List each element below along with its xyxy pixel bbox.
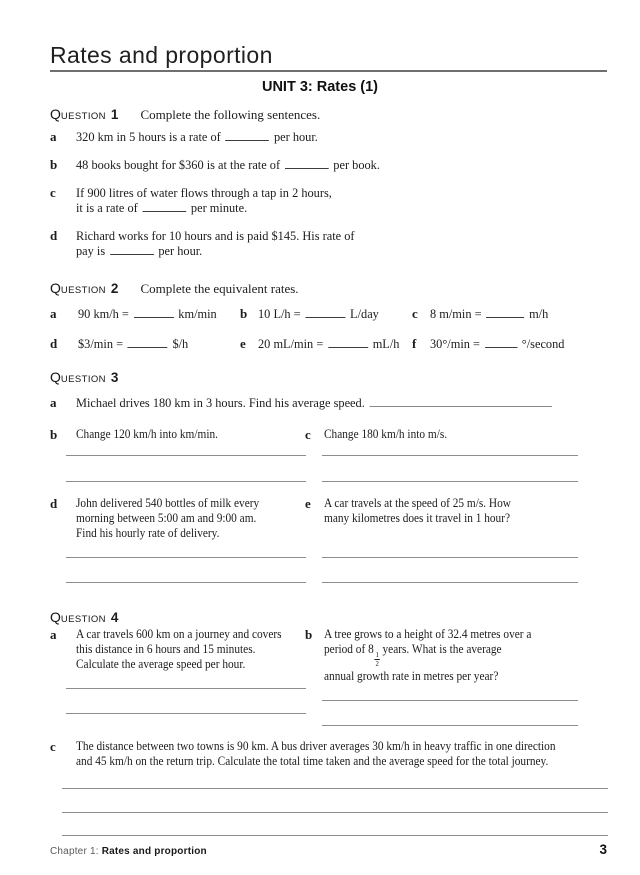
answer-blank xyxy=(285,157,329,169)
question-3-heading xyxy=(50,369,607,385)
text-before-blank: $3/min = xyxy=(78,336,124,351)
question-label-rest: UESTION xyxy=(60,374,106,385)
text-after-fraction: years. What is the average xyxy=(382,642,502,656)
q2-item-a xyxy=(50,306,240,321)
item-text-line-2: many kilometres does it travel in 1 hour? xyxy=(324,511,511,525)
item-text-line-1: Richard works for 10 hours and is paid $145. His rate of xyxy=(76,228,355,243)
answer-line xyxy=(62,835,608,836)
answer-blank xyxy=(110,243,154,255)
answer-line xyxy=(322,725,578,726)
question-label xyxy=(50,609,106,626)
question-1-heading xyxy=(50,106,607,122)
item-letter: b xyxy=(50,427,58,442)
answer-line xyxy=(66,455,306,456)
item-text xyxy=(76,185,607,215)
item-letter: d xyxy=(50,496,58,511)
item-text xyxy=(76,157,607,172)
q1-item-c xyxy=(50,185,607,215)
page-title: Rates and proportion xyxy=(50,42,273,68)
item-row xyxy=(305,627,607,684)
item-letter: d xyxy=(50,228,58,243)
item-row xyxy=(50,627,305,672)
q2-row-1 xyxy=(50,306,607,321)
question-label-initial: Q xyxy=(50,280,61,296)
answer-blank xyxy=(226,129,270,141)
q4-row-ab xyxy=(50,627,607,726)
answer-line xyxy=(62,812,608,813)
question-4-heading xyxy=(50,609,607,625)
q3-item-c xyxy=(305,427,607,482)
item-text-line-1: A car travels 600 km on a journey and covers xyxy=(76,627,282,641)
item-text-line-2: morning between 5:00 am and 9:00 am. xyxy=(76,511,257,525)
item-letter: a xyxy=(50,395,57,410)
q3-item-d xyxy=(50,496,305,583)
question-label-rest: UESTION xyxy=(60,111,106,122)
item-letter: c xyxy=(50,185,56,200)
answer-line xyxy=(66,582,306,583)
question-label xyxy=(50,280,106,297)
item-row xyxy=(50,496,305,541)
item-text-line-1: The distance between two towns is 90 km. A bus driver averages 30 km/h in heavy traffic in one direction xyxy=(76,738,556,753)
question-1-section xyxy=(50,106,607,258)
item-letter: b xyxy=(240,306,248,321)
question-label xyxy=(50,106,106,123)
mixed-fraction xyxy=(375,651,380,669)
item-letter: b xyxy=(305,627,313,642)
item-question-text: Change 180 km/h into m/s. xyxy=(324,427,448,441)
question-number: 4 xyxy=(110,610,119,625)
item-text xyxy=(76,228,607,258)
item-letter: a xyxy=(50,129,57,144)
question-instruction: Complete the following sentences. xyxy=(140,107,321,122)
question-label-initial: Q xyxy=(50,369,61,385)
text-after-blank: per hour. xyxy=(273,129,318,144)
text-before-blank: 90 km/h = xyxy=(78,306,129,321)
answer-blank xyxy=(486,306,524,318)
fraction-denominator: 2 xyxy=(375,659,379,669)
chapter-title: Rates and proportion xyxy=(101,846,207,857)
item-letter: d xyxy=(50,336,58,351)
answer-line xyxy=(322,557,578,558)
chapter-prefix: Chapter 1: xyxy=(50,846,99,857)
answer-line xyxy=(66,481,306,482)
item-letter: c xyxy=(50,738,56,754)
question-instruction: Complete the equivalent rates. xyxy=(140,281,299,296)
answer-line xyxy=(322,455,578,456)
question-label-rest: UESTION xyxy=(60,285,106,296)
item-row xyxy=(305,427,607,442)
question-3-section xyxy=(50,369,607,583)
q3-row-bc xyxy=(50,427,607,482)
fraction-numerator: 1 xyxy=(375,650,379,659)
text-before-blank: 20 mL/min = xyxy=(258,336,324,351)
answer-blank xyxy=(485,336,517,348)
answer-blank xyxy=(134,306,174,318)
item-text-line-2 xyxy=(324,642,579,669)
item-text-line-2: this distance in 6 hours and 15 minutes. xyxy=(76,642,256,656)
q2-item-e xyxy=(240,336,412,351)
q3-row-de xyxy=(50,496,607,583)
answer-line xyxy=(62,788,608,789)
item-letter: a xyxy=(50,627,57,642)
answer-line xyxy=(322,481,578,482)
item-text-line-2: and 45 km/h on the return trip. Calculate the total time taken and the average speed for the total journey. xyxy=(76,753,549,768)
text-after-blank: per hour. xyxy=(158,243,203,258)
text-after-blank: km/min xyxy=(178,306,217,321)
answer-line xyxy=(322,582,578,583)
title-rule xyxy=(50,70,607,72)
question-number: 3 xyxy=(110,370,119,385)
answer-line xyxy=(322,700,578,701)
answer-blank xyxy=(128,336,168,348)
answer-line-inline xyxy=(370,395,552,407)
text-before-blank: 320 km in 5 hours is a rate of xyxy=(76,129,221,144)
item-text xyxy=(76,129,607,144)
answer-line xyxy=(66,713,306,714)
question-label-rest: UESTION xyxy=(60,614,106,625)
q2-item-d xyxy=(50,336,240,351)
text-before-blank: 10 L/h = xyxy=(258,306,301,321)
item-text-line-1: A tree grows to a height of 32.4 metres over a xyxy=(324,627,532,641)
item-row xyxy=(50,427,305,442)
item-letter: e xyxy=(305,496,311,511)
page-footer xyxy=(50,842,607,857)
answer-blank xyxy=(142,200,186,212)
q1-item-a xyxy=(50,129,607,144)
question-2-section xyxy=(50,280,607,351)
text-after-blank: °/second xyxy=(521,336,565,351)
text-before-blank: 30°/min = xyxy=(430,336,480,351)
text-before-blank: it is a rate of xyxy=(76,200,138,215)
question-number: 1 xyxy=(110,107,119,122)
q2-item-c xyxy=(412,306,607,321)
item-letter: f xyxy=(412,336,417,351)
item-question-text: Change 120 km/h into km/min. xyxy=(76,427,219,441)
answer-line xyxy=(66,557,306,558)
question-2-heading xyxy=(50,280,607,296)
chapter-reference xyxy=(50,846,207,857)
item-text-line-1: If 900 litres of water flows through a tap in 2 hours, xyxy=(76,185,332,200)
item-text-line-3: annual growth rate in metres per year? xyxy=(324,668,499,683)
item-text-line-1: John delivered 540 bottles of milk every xyxy=(76,496,260,510)
item-question-text: Michael drives 180 km in 3 hours. Find his average speed. xyxy=(76,395,365,410)
q2-row-2 xyxy=(50,336,607,351)
text-before-blank: pay is xyxy=(76,243,106,258)
q3-item-a xyxy=(50,395,607,410)
item-text xyxy=(76,395,607,410)
item-text-line-3: Calculate the average speed per hour. xyxy=(76,657,246,671)
q4-item-b xyxy=(305,627,607,726)
question-4-section xyxy=(50,609,607,836)
question-label xyxy=(50,369,106,386)
q3-item-b xyxy=(50,427,305,482)
text-after-blank: L/day xyxy=(350,306,379,321)
q4-item-a xyxy=(50,627,305,726)
text-after-blank: per book. xyxy=(333,157,380,172)
text-after-blank: mL/h xyxy=(372,336,400,351)
q1-item-d xyxy=(50,228,607,258)
item-letter: a xyxy=(50,306,57,321)
item-row xyxy=(50,739,607,769)
question-number: 2 xyxy=(110,281,119,296)
item-letter: e xyxy=(240,336,246,351)
page-number: 3 xyxy=(599,842,607,857)
answer-blank xyxy=(305,306,345,318)
item-text-line-1: A car travels at the speed of 25 m/s. How xyxy=(324,496,511,510)
text-before-blank: 48 books bought for $360 is at the rate of xyxy=(76,157,281,172)
q4-item-c xyxy=(50,739,607,836)
item-letter: c xyxy=(412,306,418,321)
item-text-line-3: Find his hourly rate of delivery. xyxy=(76,526,220,540)
unit-heading: UNIT 3: Rates (1) xyxy=(261,79,379,95)
q1-item-b xyxy=(50,157,607,172)
question-label-initial: Q xyxy=(50,609,61,625)
text-after-blank: $/h xyxy=(172,336,189,351)
item-row xyxy=(305,496,607,541)
text-before-fraction: period of 8 xyxy=(324,642,374,656)
text-before-blank: 8 m/min = xyxy=(430,306,482,321)
item-letter: c xyxy=(305,427,311,442)
question-label-initial: Q xyxy=(50,106,61,122)
text-after-blank: m/h xyxy=(529,306,549,321)
answer-line xyxy=(66,688,306,689)
q2-item-b xyxy=(240,306,412,321)
answer-blank xyxy=(328,336,368,348)
q3-item-e xyxy=(305,496,607,583)
q2-item-f xyxy=(412,336,607,351)
item-letter: b xyxy=(50,157,58,172)
text-after-blank: per minute. xyxy=(190,200,248,215)
